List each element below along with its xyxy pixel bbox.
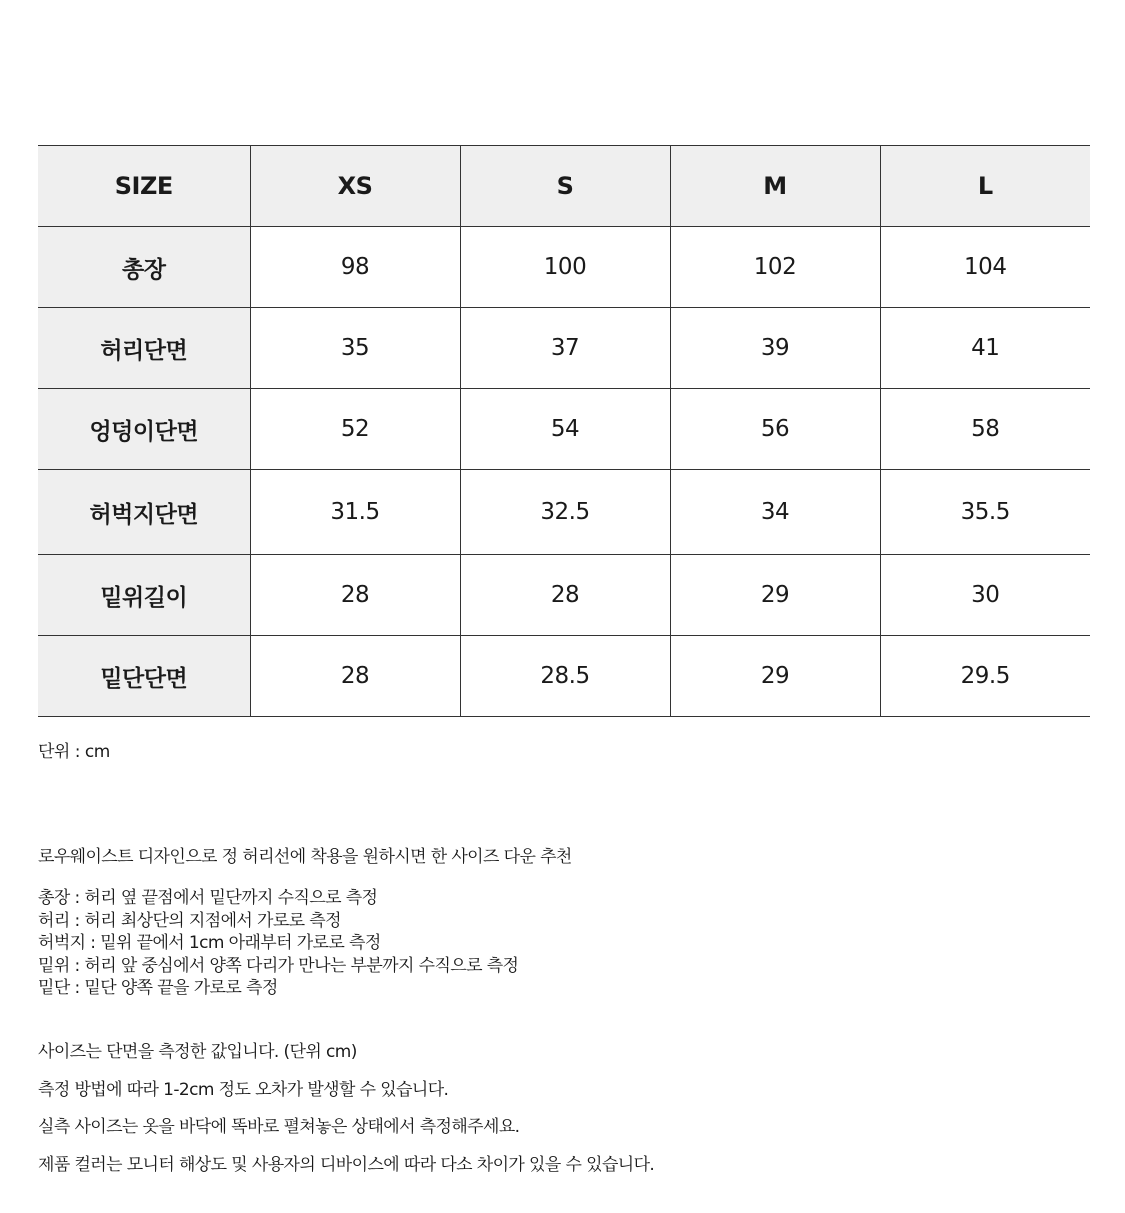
table-row (38, 308, 1090, 389)
size-header-m: M (670, 146, 880, 227)
table-cell: 58 (880, 389, 1090, 470)
size-header-xs: XS (250, 146, 460, 227)
table-cell: 98 (250, 227, 460, 308)
unit-note: 단위 : cm (38, 742, 110, 762)
table-cell: 28.5 (460, 636, 670, 717)
table-cell: 39 (670, 308, 880, 389)
measurement-guide (38, 887, 518, 1000)
list-item: 밑단 : 밑단 양쪽 끝을 가로로 측정 (38, 978, 278, 998)
table-cell: 35.5 (880, 470, 1090, 555)
table-row (38, 636, 1090, 717)
size-header-label: SIZE (38, 146, 250, 227)
list-item: 허벅지 : 밑위 끝에서 1cm 아래부터 가로로 측정 (38, 933, 381, 953)
list-item: 사이즈는 단면을 측정한 값입니다. (단위 cm) (38, 1042, 357, 1062)
table-cell: 32.5 (460, 470, 670, 555)
row-label: 허벅지단면 (38, 470, 250, 555)
list-item: 제품 컬러는 모니터 해상도 및 사용자의 디바이스에 따라 다소 차이가 있을 수 있습니다. (38, 1154, 655, 1175)
table-cell: 100 (460, 227, 670, 308)
table-cell: 35 (250, 308, 460, 389)
table-cell: 56 (670, 389, 880, 470)
table-row (38, 470, 1090, 555)
table-cell: 54 (460, 389, 670, 470)
table-cell: 29 (670, 636, 880, 717)
table-cell: 104 (880, 227, 1090, 308)
row-label: 엉덩이단면 (38, 389, 250, 470)
row-label: 총장 (38, 227, 250, 308)
table-cell: 52 (250, 389, 460, 470)
table-cell: 28 (250, 636, 460, 717)
size-header-s: S (460, 146, 670, 227)
size-notes (38, 1040, 654, 1190)
table-cell: 28 (460, 555, 670, 636)
list-item: 실측 사이즈는 옷을 바닥에 똑바로 펼쳐놓은 상태에서 측정해주세요. (38, 1117, 520, 1137)
table-row (38, 555, 1090, 636)
table-cell: 37 (460, 308, 670, 389)
size-recommendation: 로우웨이스트 디자인으로 정 허리선에 착용을 원하시면 한 사이즈 다운 추천 (38, 847, 572, 867)
list-item: 총장 : 허리 옆 끝점에서 밑단까지 수직으로 측정 (38, 888, 378, 908)
size-header-l: L (880, 146, 1090, 227)
list-item: 허리 : 허리 최상단의 지점에서 가로로 측정 (38, 910, 341, 931)
table-row (38, 389, 1090, 470)
table-cell: 29 (670, 555, 880, 636)
list-item: 측정 방법에 따라 1-2cm 정도 오차가 발생할 수 있습니다. (38, 1079, 449, 1100)
table-row (38, 227, 1090, 308)
table-cell: 102 (670, 227, 880, 308)
row-label: 허리단면 (38, 308, 250, 389)
table-cell: 41 (880, 308, 1090, 389)
table-cell: 29.5 (880, 636, 1090, 717)
row-label: 밑위길이 (38, 555, 250, 636)
table-cell: 30 (880, 555, 1090, 636)
list-item: 밑위 : 허리 앞 중심에서 양쪽 다리가 만나는 부분까지 수직으로 측정 (38, 955, 519, 976)
table-cell: 31.5 (250, 470, 460, 555)
row-label: 밑단단면 (38, 636, 250, 717)
table-cell: 34 (670, 470, 880, 555)
table-header-row (38, 146, 1090, 227)
table-cell: 28 (250, 555, 460, 636)
size-chart-table (38, 145, 1090, 717)
